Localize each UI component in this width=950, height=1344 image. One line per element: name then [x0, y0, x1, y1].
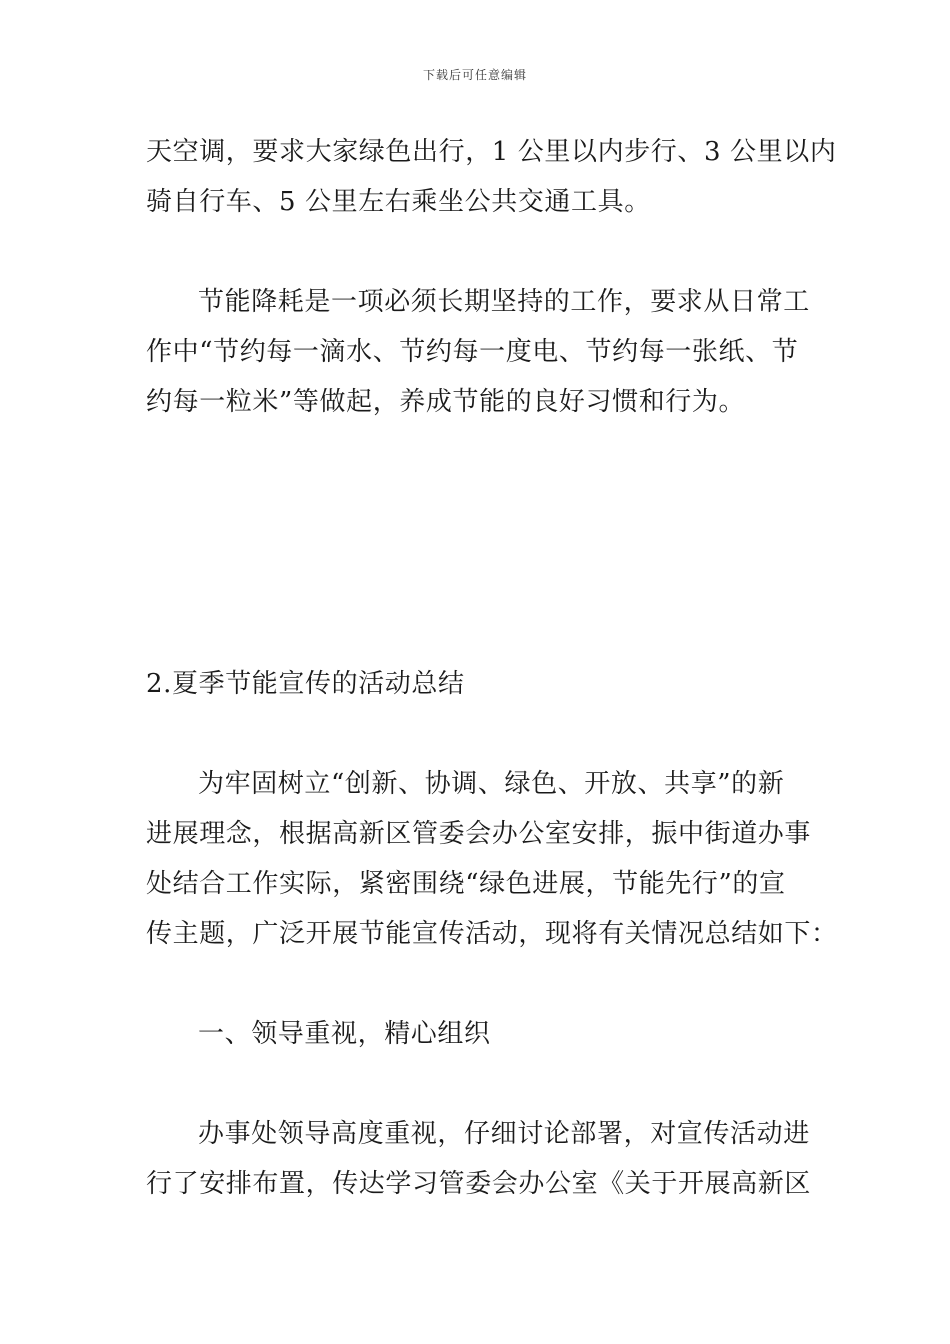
- text-line: 传主题，广泛开展节能宣传活动，现将有关情况总结如下：: [146, 919, 838, 949]
- text-line: 天空调，要求大家绿色出行，1 公里以内步行、3 公里以内: [146, 137, 837, 167]
- text-line: 约每一粒米”等做起，养成节能的良好习惯和行为。: [146, 387, 746, 417]
- subheading-text: 一、领导重视，精心组织: [198, 1019, 491, 1049]
- document-body: [146, 127, 838, 1209]
- text-line: 作中“节约每一滴水、节约每一度电、节约每一张纸、节: [146, 337, 799, 367]
- subheading-leadership: [146, 1009, 808, 1059]
- text-line: 骑自行车、5 公里左右乘坐公共交通工具。: [146, 187, 651, 217]
- paragraph-energy-saving: [146, 277, 808, 427]
- text-line: 进展理念，根据高新区管委会办公室安排，振中街道办事: [146, 819, 812, 849]
- section-heading-text: 2.夏季节能宣传的活动总结: [146, 669, 465, 699]
- text-line: 行了安排布置，传达学习管委会办公室《关于开展高新区: [146, 1169, 812, 1199]
- paragraph-travel: [146, 127, 837, 227]
- page-header-note: 下载后可任意编辑: [422, 68, 527, 82]
- text-line: 为牢固树立“创新、协调、绿色、开放、共享”的新: [198, 769, 785, 799]
- text-line: 办事处领导高度重视，仔细讨论部署，对宣传活动进: [198, 1119, 810, 1149]
- section-heading: [146, 659, 808, 709]
- paragraph-leadership: [146, 1109, 812, 1209]
- text-line: 节能降耗是一项必须长期坚持的工作，要求从日常工: [198, 287, 810, 317]
- text-line: 处结合工作实际，紧密围绕“绿色进展，节能先行”的宣: [146, 869, 786, 899]
- paragraph-intro: [146, 759, 838, 959]
